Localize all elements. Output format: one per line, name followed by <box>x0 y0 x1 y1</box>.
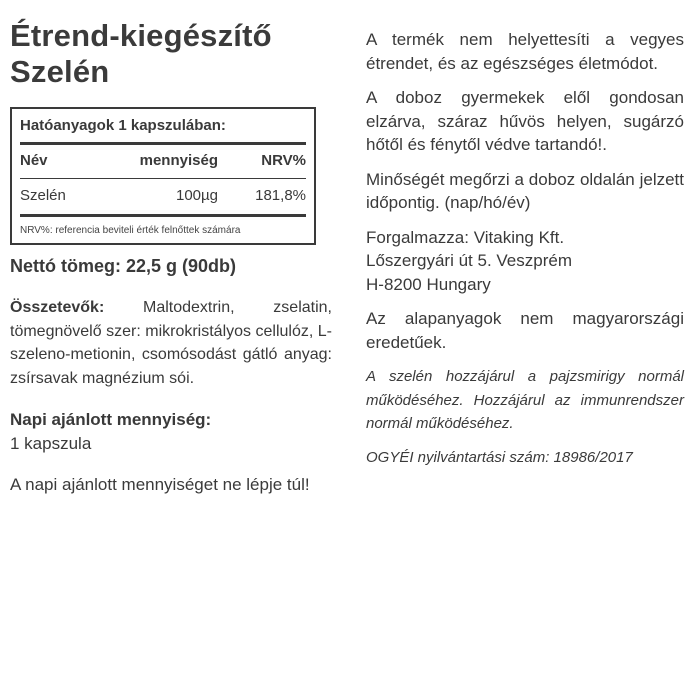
distributor-line-3: H-8200 Hungary <box>366 274 491 294</box>
nutrient-nrv: 181,8% <box>255 187 306 204</box>
col-header-amount: mennyiség <box>139 152 218 169</box>
ingredients-label: Összetevők: <box>10 299 105 316</box>
health-claim: A szelén hozzájárul a pajzsmirigy normál működéséhez. Hozzájárul az immunrendszer normál működéséhez. <box>366 368 684 432</box>
daily-dose <box>10 408 332 455</box>
ogyei-number: OGYÉI nyilvántartási szám: 18986/2017 <box>366 448 633 466</box>
left-column <box>10 18 332 514</box>
diet-note: A termék nem helyettesíti a vegyes étrendet, és az egészséges életmódot. <box>366 30 684 73</box>
nutrition-row <box>20 179 306 217</box>
nutrition-table <box>10 107 316 245</box>
right-column <box>366 28 684 469</box>
col-header-nrv: NRV% <box>261 152 306 169</box>
nutrient-name: Szelén <box>20 187 66 204</box>
title-line-1: Étrend-kiegészítő <box>10 18 272 53</box>
ingredients-text: Maltodextrin, zselatin, tömegnövelő szer: mikrokristályos cellulóz, L-szeleno-metionin, csomósodást gátló anyag: zsírsavak magnézium sói. <box>10 299 332 387</box>
ingredients <box>10 296 332 390</box>
dose-warning: A napi ajánlott mennyiséget ne lépje túl! <box>10 475 310 494</box>
daily-dose-label: Napi ajánlott mennyiség: <box>10 410 212 429</box>
distributor-line-2: Lőszergyári út 5. Veszprém <box>366 251 572 270</box>
net-weight: Nettó tömeg: 22,5 g (90db) <box>10 256 237 276</box>
product-title <box>10 18 332 90</box>
best-before-note: Minőségét megőrzi a doboz oldalán jelzett időpontig. (nap/hó/év) <box>366 169 684 212</box>
nutrition-header-row <box>20 145 306 179</box>
nutrient-amount: 100µg <box>175 187 218 204</box>
distributor <box>366 226 684 297</box>
nutrition-heading: Hatóanyagok 1 kapszulában: <box>20 109 306 145</box>
distributor-line-1: Forgalmazza: Vitaking Kft. <box>366 227 565 247</box>
nrv-footnote: NRV%: referencia beviteli érték felnőttek számára <box>20 225 241 236</box>
origin-note: Az alapanyagok nem magyarországi eredetűek. <box>366 309 684 352</box>
title-line-2: Szelén <box>10 54 110 89</box>
daily-dose-value: 1 kapszula <box>10 433 92 453</box>
col-header-name: Név <box>20 152 48 169</box>
storage-note: A doboz gyermekek elől gondosan elzárva, száraz hűvös helyen, sugárzó hőtől és fénytől védve tartandó!. <box>366 88 684 154</box>
